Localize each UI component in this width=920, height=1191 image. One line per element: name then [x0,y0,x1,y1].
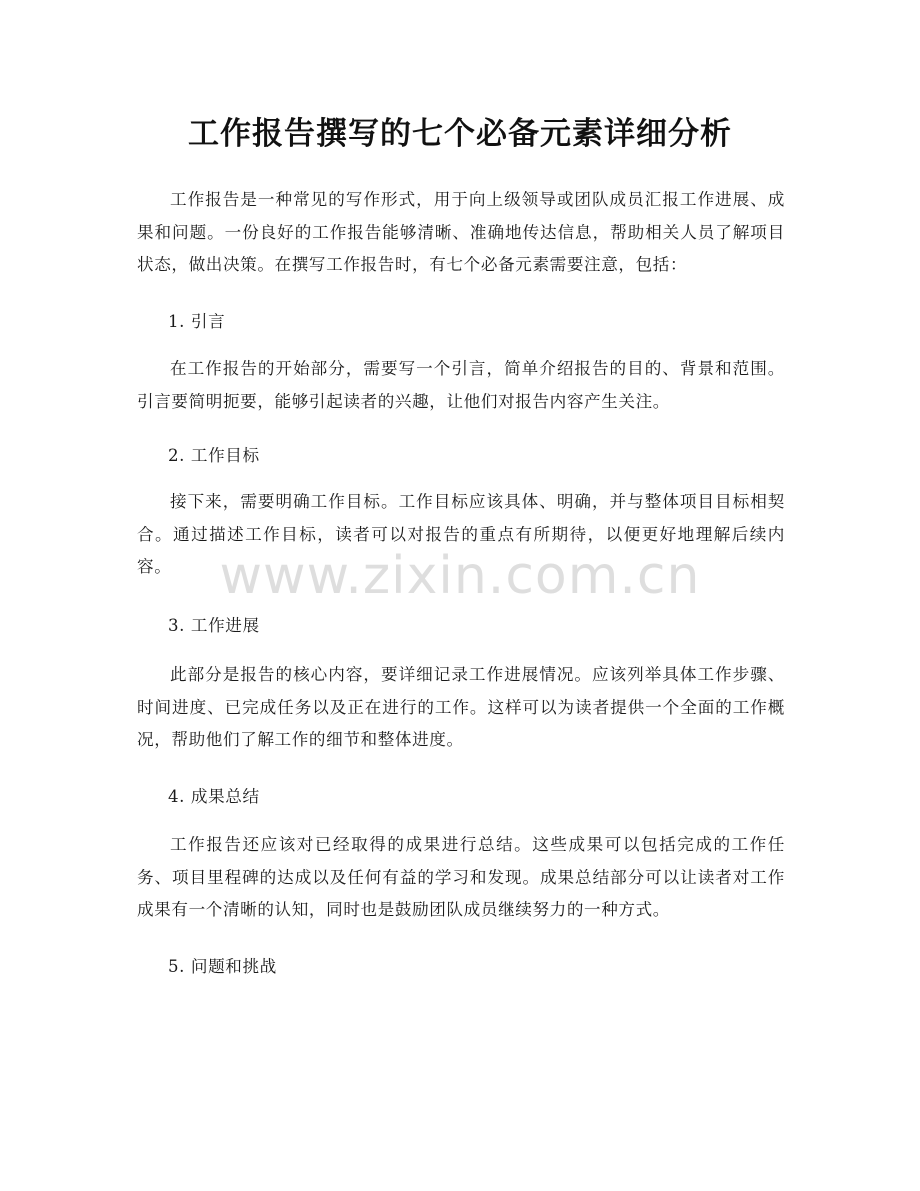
section-heading-5: 5. 问题和挑战 [168,957,277,976]
watermark: www.zixin.com.cn [219,546,701,606]
section-heading-2: 2. 工作目标 [168,446,260,465]
page-title: 工作报告撰写的七个必备元素详细分析 [188,116,732,152]
section-body-2: 接下来，需要明确工作目标。工作目标应该具体、明确，并与整体项目目标相契合。通过描述工作目标，读者可以对报告的重点有所期待，以便更好地理解后续内容。 [137,492,785,576]
section-body-3: 此部分是报告的核心内容，要详细记录工作进展情况。应该列举具体工作步骤、时间进度、已完成任务以及正在进行的工作。这样可以为读者提供一个全面的工作概况，帮助他们了解工作的细节和整体进度。 [137,665,785,749]
section-heading-4: 4. 成果总结 [168,787,260,806]
section-body-1: 在工作报告的开始部分，需要写一个引言，简单介绍报告的目的、背景和范围。引言要简明扼要，能够引起读者的兴趣，让他们对报告内容产生关注。 [137,359,785,411]
intro-paragraph: 工作报告是一种常见的写作形式，用于向上级领导或团队成员汇报工作进展、成果和问题。一份良好的工作报告能够清晰、准确地传达信息，帮助相关人员了解项目状态，做出决策。在撰写工作报告时，有七个必备元素需要注意，包括： [137,190,785,274]
section-body-4: 工作报告还应该对已经取得的成果进行总结。这些成果可以包括完成的工作任务、项目里程碑的达成以及任何有益的学习和发现。成果总结部分可以让读者对工作成果有一个清晰的认知，同时也是鼓励团队成员继续努力的一种方式。 [137,835,785,919]
section-heading-3: 3. 工作进展 [168,616,260,635]
section-heading-1: 1. 引言 [168,312,226,331]
